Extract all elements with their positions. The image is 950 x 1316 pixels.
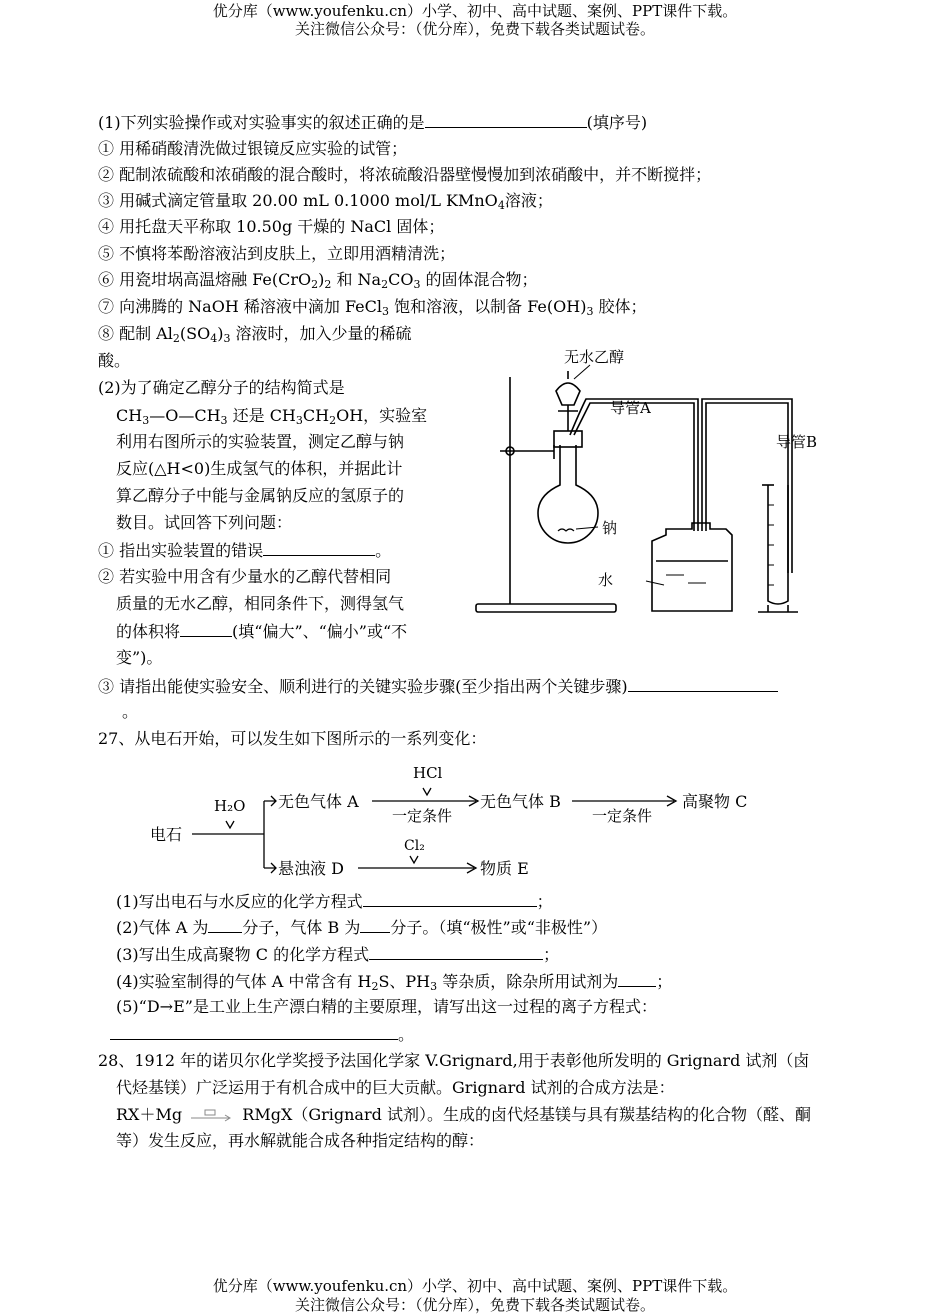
q27-part-1-blank[interactable] <box>363 890 537 907</box>
label-sodium: 钠 <box>602 519 618 537</box>
scheme-condition-1: 一定条件 <box>392 807 453 825</box>
q1-option-2: ② 配制浓硫酸和浓硝酸的混合酸时，将浓硫酸沿器壁慢慢加到浓硝酸中，并不断搅拌； <box>98 165 712 184</box>
apparatus-diagram <box>470 335 870 620</box>
q1-option-3: ③ 用碱式滴定管量取 20.00 mL 0.1000 mol/L KMnO$_4$溶液； <box>98 191 553 212</box>
q1-answer-blank[interactable] <box>425 111 587 128</box>
scheme-gas-b: 无色气体 B <box>480 792 561 811</box>
q2-sub-3-blank[interactable] <box>628 675 778 692</box>
page-footer-line1: 优分库（www.youfenku.cn）小学、初中、高中试题、案例、PPT课件下载。 <box>212 1277 738 1295</box>
q2-sub-2-cont-2: 的体积将 (填“偏大”、“偏小”或“不 <box>116 622 408 641</box>
label-anhydrous-ethanol: 无水乙醇 <box>564 348 625 366</box>
tube-b <box>702 399 792 573</box>
q1-stem-tail: (填序号) <box>586 113 648 132</box>
q2-line-4: 反应(△H<0)生成氢气的体积，并据此计 <box>116 459 403 478</box>
q28-line-3: RX＋Mg RMgX（Grignard 试剂）。生成的卤代烃基镁与具有羰基结构的化合物（醛、酮 <box>116 1105 811 1124</box>
q2-sub-2-cont-1: 质量的无水乙醇，相同条件下，测得氢气 <box>116 594 405 613</box>
scheme-polymer-c: 高聚物 C <box>682 792 748 811</box>
q1-option-8-cont: 酸。 <box>98 351 131 370</box>
q2-line-6: 数目。试回答下列问题： <box>116 513 293 532</box>
scheme-chlorine: Cl₂ <box>404 838 425 854</box>
q2-sub-2-blank[interactable] <box>180 620 232 637</box>
q1-option-5: ⑤ 不慎将苯酚溶液沾到皮肤上，立即用酒精清洗； <box>98 244 456 263</box>
scheme-calcium-carbide: 电石 <box>150 825 183 844</box>
q28-line-4: 等）发生反应，再水解就能合成各种指定结构的醇： <box>116 1131 485 1150</box>
page-footer-line2: 关注微信公众号：（优分库），免费下载各类试题试卷。 <box>294 1296 655 1314</box>
q2-line-5: 算乙醇分子中能与金属钠反应的氢原子的 <box>116 486 405 505</box>
q27-part-3-blank[interactable] <box>369 943 543 960</box>
q28-line-1: 28、1912 年的诺贝尔化学奖授予法国化学家 V.Grignard,用于表彰他所发明的 Grignard 试剂（卤 <box>98 1051 810 1070</box>
q2-sub-3-end: 。 <box>122 702 139 721</box>
q2-line-3: 利用右图所示的实验装置，测定乙醇与钠 <box>116 432 405 451</box>
dropping-funnel <box>556 383 580 405</box>
q1-option-1: ① 用稀硝酸清洗做过银镜反应实验的试管； <box>98 139 408 158</box>
q2-line-2: $CH_3—O—CH_3$ 还是 $CH_3CH_2OH$，实验室 <box>116 406 428 427</box>
gas-bottle <box>652 523 732 611</box>
q28-line-2: 代烃基镁）广泛运用于有机合成中的巨大贡献。Grignard 试剂的合成方法是： <box>116 1078 675 1097</box>
q27-part-2: (2)气体 A 为 分子，气体 B 为 分子。（填“极性”或“非极性”） <box>116 918 608 937</box>
scheme-gas-a: 无色气体 A <box>278 792 359 811</box>
q1-option-7: ⑦ 向沸腾的 NaOH 稀溶液中滴加 FeCl$_3$ 饱和溶液，以制备 $Fe(OH)_3$ 胶体； <box>98 297 647 318</box>
stand-base <box>476 604 616 612</box>
q27-part-5-answer: 。 <box>110 1023 414 1046</box>
reaction-scheme <box>140 758 790 888</box>
q1-stem <box>98 111 647 134</box>
scheme-hcl: HCl <box>413 764 443 782</box>
page-header-line1: 优分库（www.youfenku.cn）小学、初中、高中试题、案例、PPT课件下载。 <box>212 2 738 20</box>
q27-part-2-blank-b[interactable] <box>360 916 390 933</box>
q2-sub-1-blank[interactable] <box>263 539 375 556</box>
q2-sub-3: ③ 请指出能使实验安全、顺利进行的关键实验步骤(至少指出两个关键步骤) <box>98 675 778 698</box>
scheme-condition-2: 一定条件 <box>592 807 653 825</box>
q1-option-4: ④ 用托盘天平称取 10.50g 干燥的 NaCl 固体； <box>98 217 445 236</box>
scheme-substance-e: 物质 E <box>480 859 529 878</box>
q27-part-2-blank-a[interactable] <box>208 916 242 933</box>
q1-option-6: ⑥ 用瓷坩埚高温熔融 $Fe(CrO_2)_2$ 和 $Na_2CO_3$ 的固体混合物； <box>98 270 538 291</box>
q27-part-5: (5)“D→E”是工业上生产漂白精的主要原理，请写出这一过程的离子方程式： <box>116 997 657 1016</box>
label-water: 水 <box>598 571 614 589</box>
q1-stem-text: (1)下列实验操作或对实验事实的叙述正确的是 <box>98 113 425 132</box>
q27-part-3: (3)写出生成高聚物 C 的化学方程式 ； <box>116 945 560 964</box>
q2-sub-2-cont-3: 变”)。 <box>116 648 163 667</box>
tube-a <box>574 403 694 531</box>
q27-part-4-blank[interactable] <box>618 970 656 987</box>
reaction-arrow-ether <box>187 1109 237 1123</box>
q27-title: 27、从电石开始，可以发生如下图所示的一系列变化： <box>98 729 487 748</box>
page-header-line2: 关注微信公众号：（优分库），免费下载各类试题试卷。 <box>294 20 655 38</box>
q27-part-4: (4)实验室制得的气体 A 中常含有 $H_2S$、$PH_3$ 等杂质，除杂所用试剂为 ； <box>116 972 673 993</box>
q1-option-8: ⑧ 配制 $Al_2(SO_4)_3$ 溶液时，加入少量的稀硫 <box>98 324 412 345</box>
q2-sub-1: ① 指出实验装置的错误 。 <box>98 541 392 560</box>
scheme-water: H₂O <box>214 797 246 815</box>
label-tube-a: 导管A <box>610 399 651 417</box>
q27-part-1: (1)写出电石与水反应的化学方程式 ； <box>116 892 553 911</box>
q27-part-5-blank[interactable] <box>110 1023 398 1040</box>
label-tube-b: 导管B <box>776 433 818 451</box>
q2-sub-2: ② 若实验中用含有少量水的乙醇代替相同 <box>98 567 392 586</box>
scheme-suspension-d: 悬浊液 D <box>278 859 344 878</box>
q2-line-1: (2)为了确定乙醇分子的结构简式是 <box>98 378 345 397</box>
